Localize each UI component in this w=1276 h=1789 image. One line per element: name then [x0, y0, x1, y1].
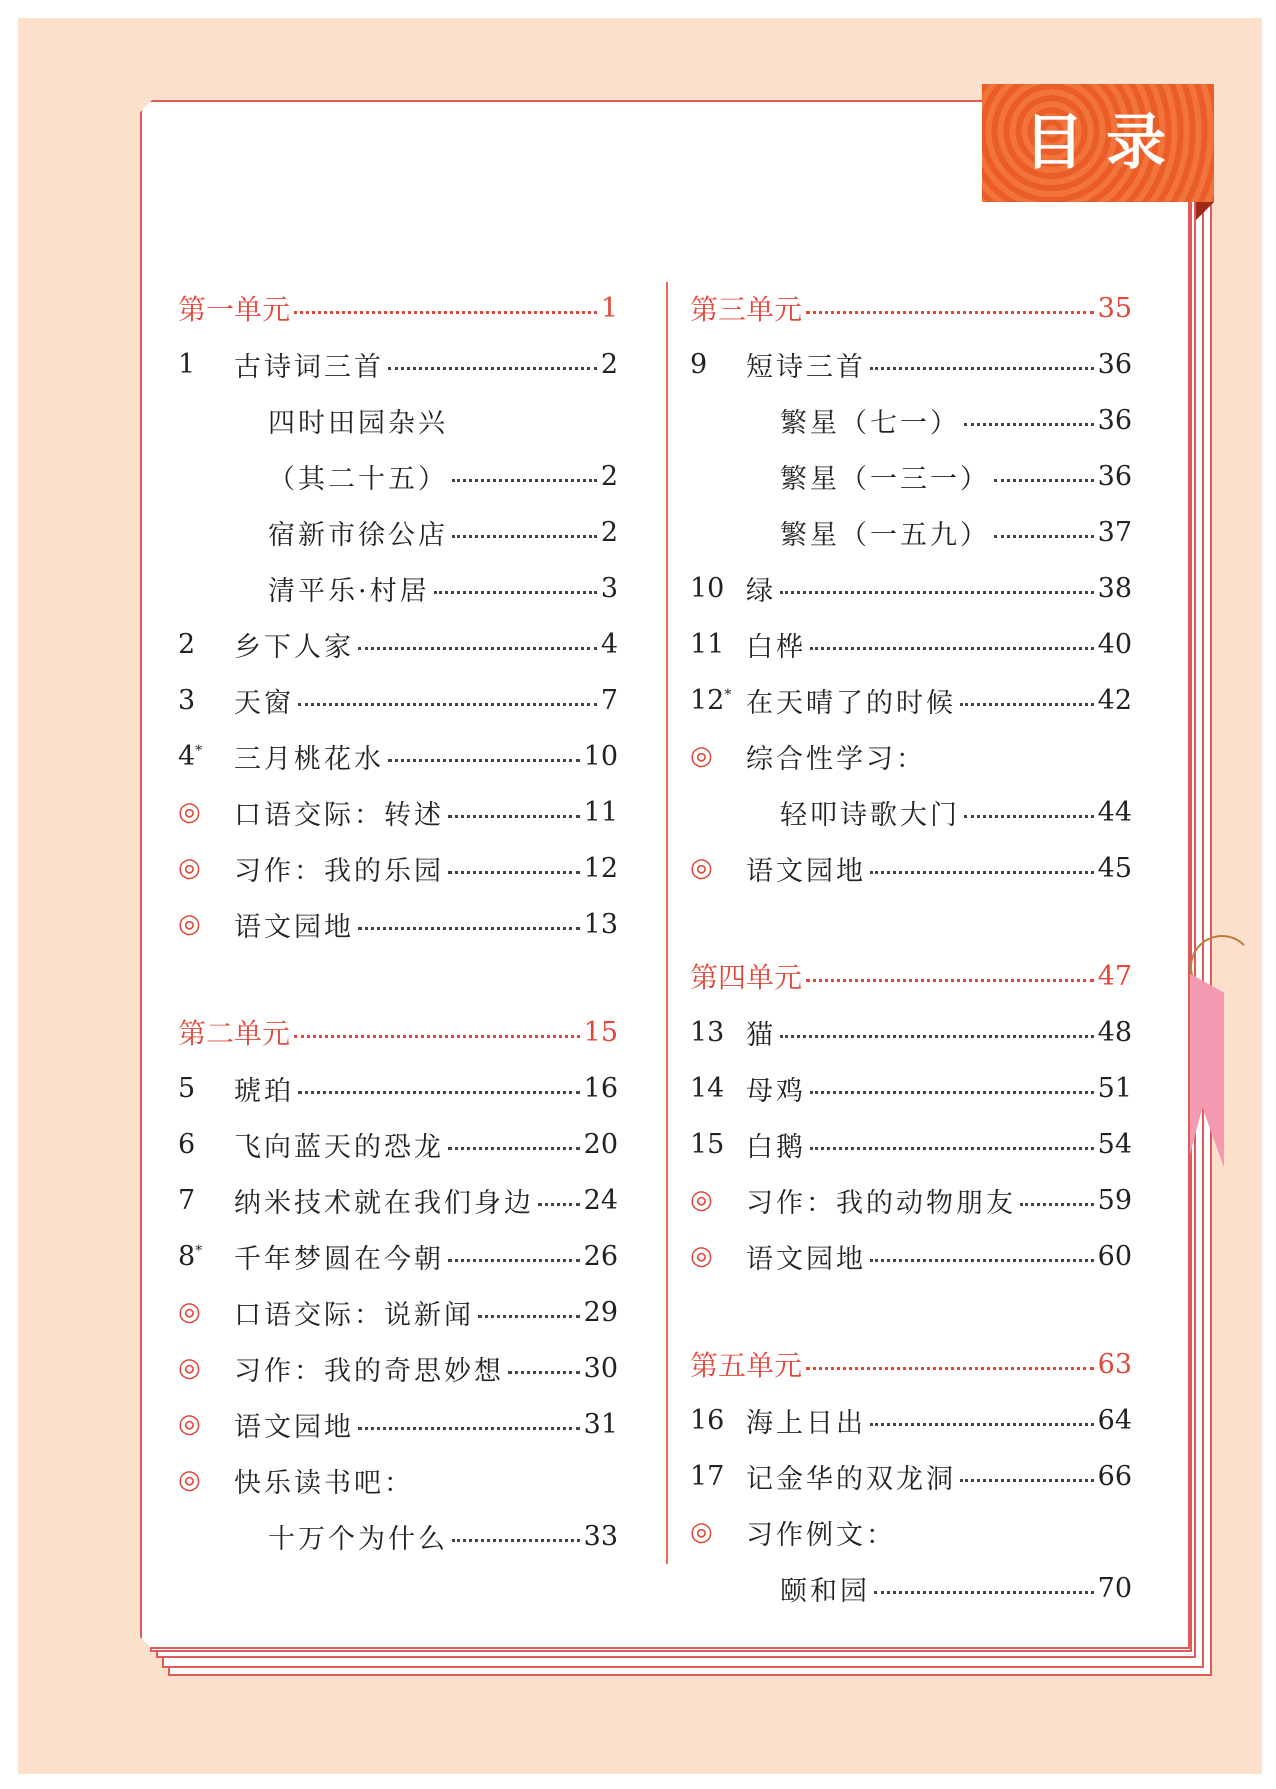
page-number: 42 — [1097, 684, 1132, 716]
dot-leader — [452, 535, 597, 538]
dot-leader — [298, 1091, 580, 1094]
unit-heading[interactable] — [690, 280, 1132, 336]
lesson-number — [690, 1073, 746, 1104]
entry-title: 习作：我的奇思妙想 — [234, 1355, 504, 1387]
entry-title: 猫 — [746, 1019, 776, 1051]
page-number: 33 — [583, 1520, 618, 1552]
toc-entry[interactable] — [178, 672, 618, 728]
circle-mark-icon: ◎ — [178, 909, 201, 939]
dot-leader — [478, 1315, 580, 1318]
entry-title: 在天晴了的时候 — [746, 687, 956, 719]
lesson-number-text: 17 — [690, 1460, 725, 1492]
toc-entry[interactable] — [178, 448, 618, 504]
lesson-number — [178, 1241, 234, 1272]
circle-mark-icon: ◎ — [178, 1353, 201, 1383]
page-number: 60 — [1097, 1240, 1132, 1272]
dot-leader — [448, 871, 580, 874]
dot-leader — [298, 703, 597, 706]
dot-leader — [780, 1035, 1094, 1038]
circle-mark-icon: ◎ — [690, 1185, 713, 1215]
entry-title: 纳米技术就在我们身边 — [234, 1187, 534, 1219]
dot-leader — [994, 479, 1094, 482]
lesson-number-text: 4 — [178, 740, 196, 772]
page-number: 36 — [1097, 404, 1132, 436]
lesson-number — [690, 573, 746, 604]
dot-leader — [964, 815, 1094, 818]
toc-entry[interactable] — [178, 1340, 618, 1396]
lesson-number — [178, 741, 234, 772]
circle-mark-icon: ◎ — [690, 1241, 713, 1271]
page-number: 38 — [1097, 572, 1132, 604]
lesson-number-text: 7 — [178, 1184, 196, 1216]
dot-leader — [358, 647, 597, 650]
toc-entry[interactable] — [690, 448, 1132, 504]
toc-entry[interactable] — [178, 1284, 618, 1340]
entry-title: 繁星（七一） — [780, 407, 960, 439]
toc-entry[interactable] — [690, 1448, 1132, 1504]
dot-leader — [388, 367, 597, 370]
optional-star: * — [195, 742, 203, 759]
toc-entry[interactable] — [178, 1396, 618, 1452]
page-number: 24 — [583, 1184, 618, 1216]
unit-heading[interactable] — [690, 948, 1132, 1004]
page-number: 36 — [1097, 460, 1132, 492]
entry-title: 繁星（一五九） — [780, 519, 990, 551]
dot-leader — [874, 1591, 1094, 1594]
unit-heading[interactable] — [690, 1336, 1132, 1392]
toc-entry[interactable] — [178, 784, 618, 840]
toc-entry[interactable] — [690, 616, 1132, 672]
entry-title: 习作：我的乐园 — [234, 855, 444, 887]
lesson-number — [178, 1129, 234, 1160]
entry-title: 语文园地 — [746, 1243, 866, 1275]
toc-entry[interactable] — [690, 1060, 1132, 1116]
lesson-number — [690, 349, 746, 380]
entry-title: 天窗 — [234, 687, 294, 719]
tab-fold — [1196, 202, 1214, 220]
lesson-number-text: 9 — [690, 348, 708, 380]
page-number: 4 — [600, 628, 618, 660]
entry-title: 飞向蓝天的恐龙 — [234, 1131, 444, 1163]
lesson-number — [690, 629, 746, 660]
page-number: 1 — [600, 292, 618, 324]
lesson-number-text: 8 — [178, 1240, 196, 1272]
toc-entry[interactable] — [690, 504, 1132, 560]
entry-title: 四时田园杂兴 — [268, 407, 448, 439]
page-number: 63 — [1097, 1348, 1132, 1380]
lesson-number-text: 16 — [690, 1404, 725, 1436]
page-title: 目录 — [1024, 108, 1188, 178]
entry-title: 语文园地 — [234, 1411, 354, 1443]
dot-leader — [994, 535, 1094, 538]
toc-entry[interactable] — [690, 784, 1132, 840]
lesson-number — [690, 1461, 746, 1492]
lesson-number — [178, 1073, 234, 1104]
lesson-number — [178, 349, 234, 380]
unit-heading[interactable] — [178, 280, 618, 336]
toc-entry[interactable] — [178, 728, 618, 784]
lesson-number-text: 1 — [178, 348, 196, 380]
page-number: 70 — [1097, 1572, 1132, 1604]
entry-title: 清平乐·村居 — [268, 575, 430, 607]
page-number: 11 — [583, 796, 618, 828]
dot-leader — [538, 1203, 580, 1206]
page-number: 31 — [583, 1408, 618, 1440]
section-gap — [178, 952, 618, 1004]
dot-leader — [780, 591, 1094, 594]
toc-entry[interactable] — [178, 1172, 618, 1228]
page-number: 2 — [600, 516, 618, 548]
circle-mark-icon: ◎ — [690, 741, 713, 771]
lesson-number-text: 5 — [178, 1072, 196, 1104]
lesson-number — [178, 685, 234, 716]
page-number: 37 — [1097, 516, 1132, 548]
dot-leader — [870, 871, 1094, 874]
toc-entry[interactable] — [178, 1116, 618, 1172]
page-number: 26 — [583, 1240, 618, 1272]
entry-title: 乡下人家 — [234, 631, 354, 663]
lesson-number-text: 10 — [690, 572, 725, 604]
page-number: 45 — [1097, 852, 1132, 884]
lesson-number-text: 12 — [690, 684, 725, 716]
toc-entry[interactable] — [178, 1228, 618, 1284]
lesson-number-text: 6 — [178, 1128, 196, 1160]
page-number: 54 — [1097, 1128, 1132, 1160]
circle-mark-icon: ◎ — [178, 1409, 201, 1439]
entry-title: 古诗词三首 — [234, 351, 384, 383]
circle-mark-icon: ◎ — [178, 1297, 201, 1327]
entry-title: 轻叩诗歌大门 — [780, 799, 960, 831]
toc-entry[interactable] — [178, 392, 618, 448]
entry-title: （其二十五） — [268, 463, 448, 495]
dot-leader — [358, 927, 580, 930]
circle-mark-icon: ◎ — [690, 1517, 713, 1547]
toc-entry[interactable] — [690, 1392, 1132, 1448]
page-number: 51 — [1097, 1072, 1132, 1104]
section-gap — [690, 1284, 1132, 1336]
dot-leader — [870, 1259, 1094, 1262]
entry-title: 白桦 — [746, 631, 806, 663]
dot-leader — [810, 1147, 1094, 1150]
lesson-number-text: 14 — [690, 1072, 725, 1104]
dot-leader — [448, 1259, 580, 1262]
toc-entry[interactable] — [178, 896, 618, 952]
page-number: 20 — [583, 1128, 618, 1160]
entry-title: 快乐读书吧： — [234, 1467, 414, 1499]
page-number: 7 — [600, 684, 618, 716]
column-divider — [666, 282, 668, 1564]
entry-title: 第一单元 — [178, 293, 291, 326]
toc-right-column — [690, 280, 1132, 1616]
dot-leader — [810, 1091, 1094, 1094]
dot-leader — [806, 979, 1094, 982]
page-number: 2 — [600, 348, 618, 380]
dot-leader — [960, 703, 1094, 706]
lesson-number — [690, 1129, 746, 1160]
dot-leader — [508, 1371, 580, 1374]
page-number: 13 — [583, 908, 618, 940]
toc-entry[interactable] — [690, 336, 1132, 392]
circle-mark-icon: ◎ — [178, 797, 201, 827]
entry-title: 习作：我的动物朋友 — [746, 1187, 1016, 1219]
entry-title: 十万个为什么 — [268, 1523, 448, 1555]
toc-entry[interactable] — [178, 616, 618, 672]
toc-entry[interactable] — [690, 728, 1132, 784]
toc-entry[interactable] — [690, 1172, 1132, 1228]
dot-leader — [452, 479, 597, 482]
page-number: 3 — [600, 572, 618, 604]
dot-leader — [806, 1367, 1094, 1370]
entry-title: 第四单元 — [690, 961, 803, 994]
dot-leader — [294, 1035, 580, 1038]
page-number: 66 — [1097, 1460, 1132, 1492]
entry-title: 海上日出 — [746, 1407, 866, 1439]
toc-entry[interactable] — [690, 672, 1132, 728]
dot-leader — [1020, 1203, 1094, 1206]
toc-entry[interactable] — [690, 1560, 1132, 1616]
page-number: 29 — [583, 1296, 618, 1328]
toc-entry[interactable] — [690, 1004, 1132, 1060]
page-number: 30 — [583, 1352, 618, 1384]
lesson-number-text: 15 — [690, 1128, 725, 1160]
dot-leader — [870, 367, 1094, 370]
dot-leader — [964, 423, 1094, 426]
toc-entry[interactable] — [690, 560, 1132, 616]
page-number: 48 — [1097, 1016, 1132, 1048]
toc-entry[interactable] — [690, 1116, 1132, 1172]
toc-entry[interactable] — [178, 336, 618, 392]
toc-entry[interactable] — [178, 560, 618, 616]
entry-title: 口语交际：说新闻 — [234, 1299, 474, 1331]
dot-leader — [448, 815, 580, 818]
dot-leader — [806, 311, 1094, 314]
dot-leader — [448, 1147, 580, 1150]
toc-entry[interactable] — [178, 840, 618, 896]
entry-title: 记金华的双龙洞 — [746, 1463, 956, 1495]
page-number: 36 — [1097, 348, 1132, 380]
lesson-number-text: 11 — [690, 628, 725, 660]
lesson-number — [178, 1185, 234, 1216]
page-number: 47 — [1097, 960, 1132, 992]
circle-mark-icon: ◎ — [690, 853, 713, 883]
entry-title: 口语交际：转述 — [234, 799, 444, 831]
dot-leader — [960, 1479, 1094, 1482]
entry-title: 短诗三首 — [746, 351, 866, 383]
page-number: 16 — [583, 1072, 618, 1104]
entry-title: 第二单元 — [178, 1017, 291, 1050]
dot-leader — [294, 311, 597, 314]
entry-title: 第五单元 — [690, 1349, 803, 1382]
lesson-number — [690, 1017, 746, 1048]
toc-entry[interactable] — [178, 1452, 618, 1508]
circle-mark-icon: ◎ — [178, 1465, 201, 1495]
page-number: 12 — [583, 852, 618, 884]
toc-entry[interactable] — [178, 1508, 618, 1564]
dot-leader — [810, 647, 1094, 650]
lesson-number — [178, 629, 234, 660]
dot-leader — [358, 1427, 580, 1430]
optional-star: * — [195, 1242, 203, 1259]
entry-title: 琥珀 — [234, 1075, 294, 1107]
lesson-number — [690, 685, 746, 716]
toc-entry[interactable] — [690, 840, 1132, 896]
section-gap — [690, 896, 1132, 948]
entry-title: 颐和园 — [780, 1575, 870, 1607]
page-number: 40 — [1097, 628, 1132, 660]
entry-title: 综合性学习： — [746, 743, 926, 775]
dot-leader — [452, 1539, 580, 1542]
entry-title: 宿新市徐公店 — [268, 519, 448, 551]
page-number: 15 — [583, 1016, 618, 1048]
toc-entry[interactable] — [178, 1060, 618, 1116]
entry-title: 千年梦圆在今朝 — [234, 1243, 444, 1275]
dot-leader — [870, 1423, 1094, 1426]
page-number: 64 — [1097, 1404, 1132, 1436]
lesson-number-text: 2 — [178, 628, 196, 660]
page-number: 35 — [1097, 292, 1132, 324]
entry-title: 母鸡 — [746, 1075, 806, 1107]
entry-title: 第三单元 — [690, 293, 803, 326]
page-number: 2 — [600, 460, 618, 492]
entry-title: 白鹅 — [746, 1131, 806, 1163]
lesson-number-text: 3 — [178, 684, 196, 716]
entry-title: 繁星（一三一） — [780, 463, 990, 495]
unit-heading[interactable] — [178, 1004, 618, 1060]
entry-title: 绿 — [746, 575, 776, 607]
circle-mark-icon: ◎ — [178, 853, 201, 883]
lesson-number — [690, 1405, 746, 1436]
toc-left-column — [178, 280, 618, 1564]
entry-title: 语文园地 — [746, 855, 866, 887]
entry-title: 三月桃花水 — [234, 743, 384, 775]
entry-title: 语文园地 — [234, 911, 354, 943]
page-number: 10 — [583, 740, 618, 772]
page-number: 59 — [1097, 1184, 1132, 1216]
lesson-number-text: 13 — [690, 1016, 725, 1048]
dot-leader — [434, 591, 597, 594]
entry-title: 习作例文： — [746, 1519, 896, 1551]
toc-entry[interactable] — [690, 392, 1132, 448]
toc-entry[interactable] — [690, 1504, 1132, 1560]
toc-entry[interactable] — [178, 504, 618, 560]
toc-entry[interactable] — [690, 1228, 1132, 1284]
dot-leader — [388, 759, 580, 762]
toc-title-tab — [982, 84, 1214, 202]
page-number: 44 — [1097, 796, 1132, 828]
optional-star: * — [724, 686, 732, 703]
